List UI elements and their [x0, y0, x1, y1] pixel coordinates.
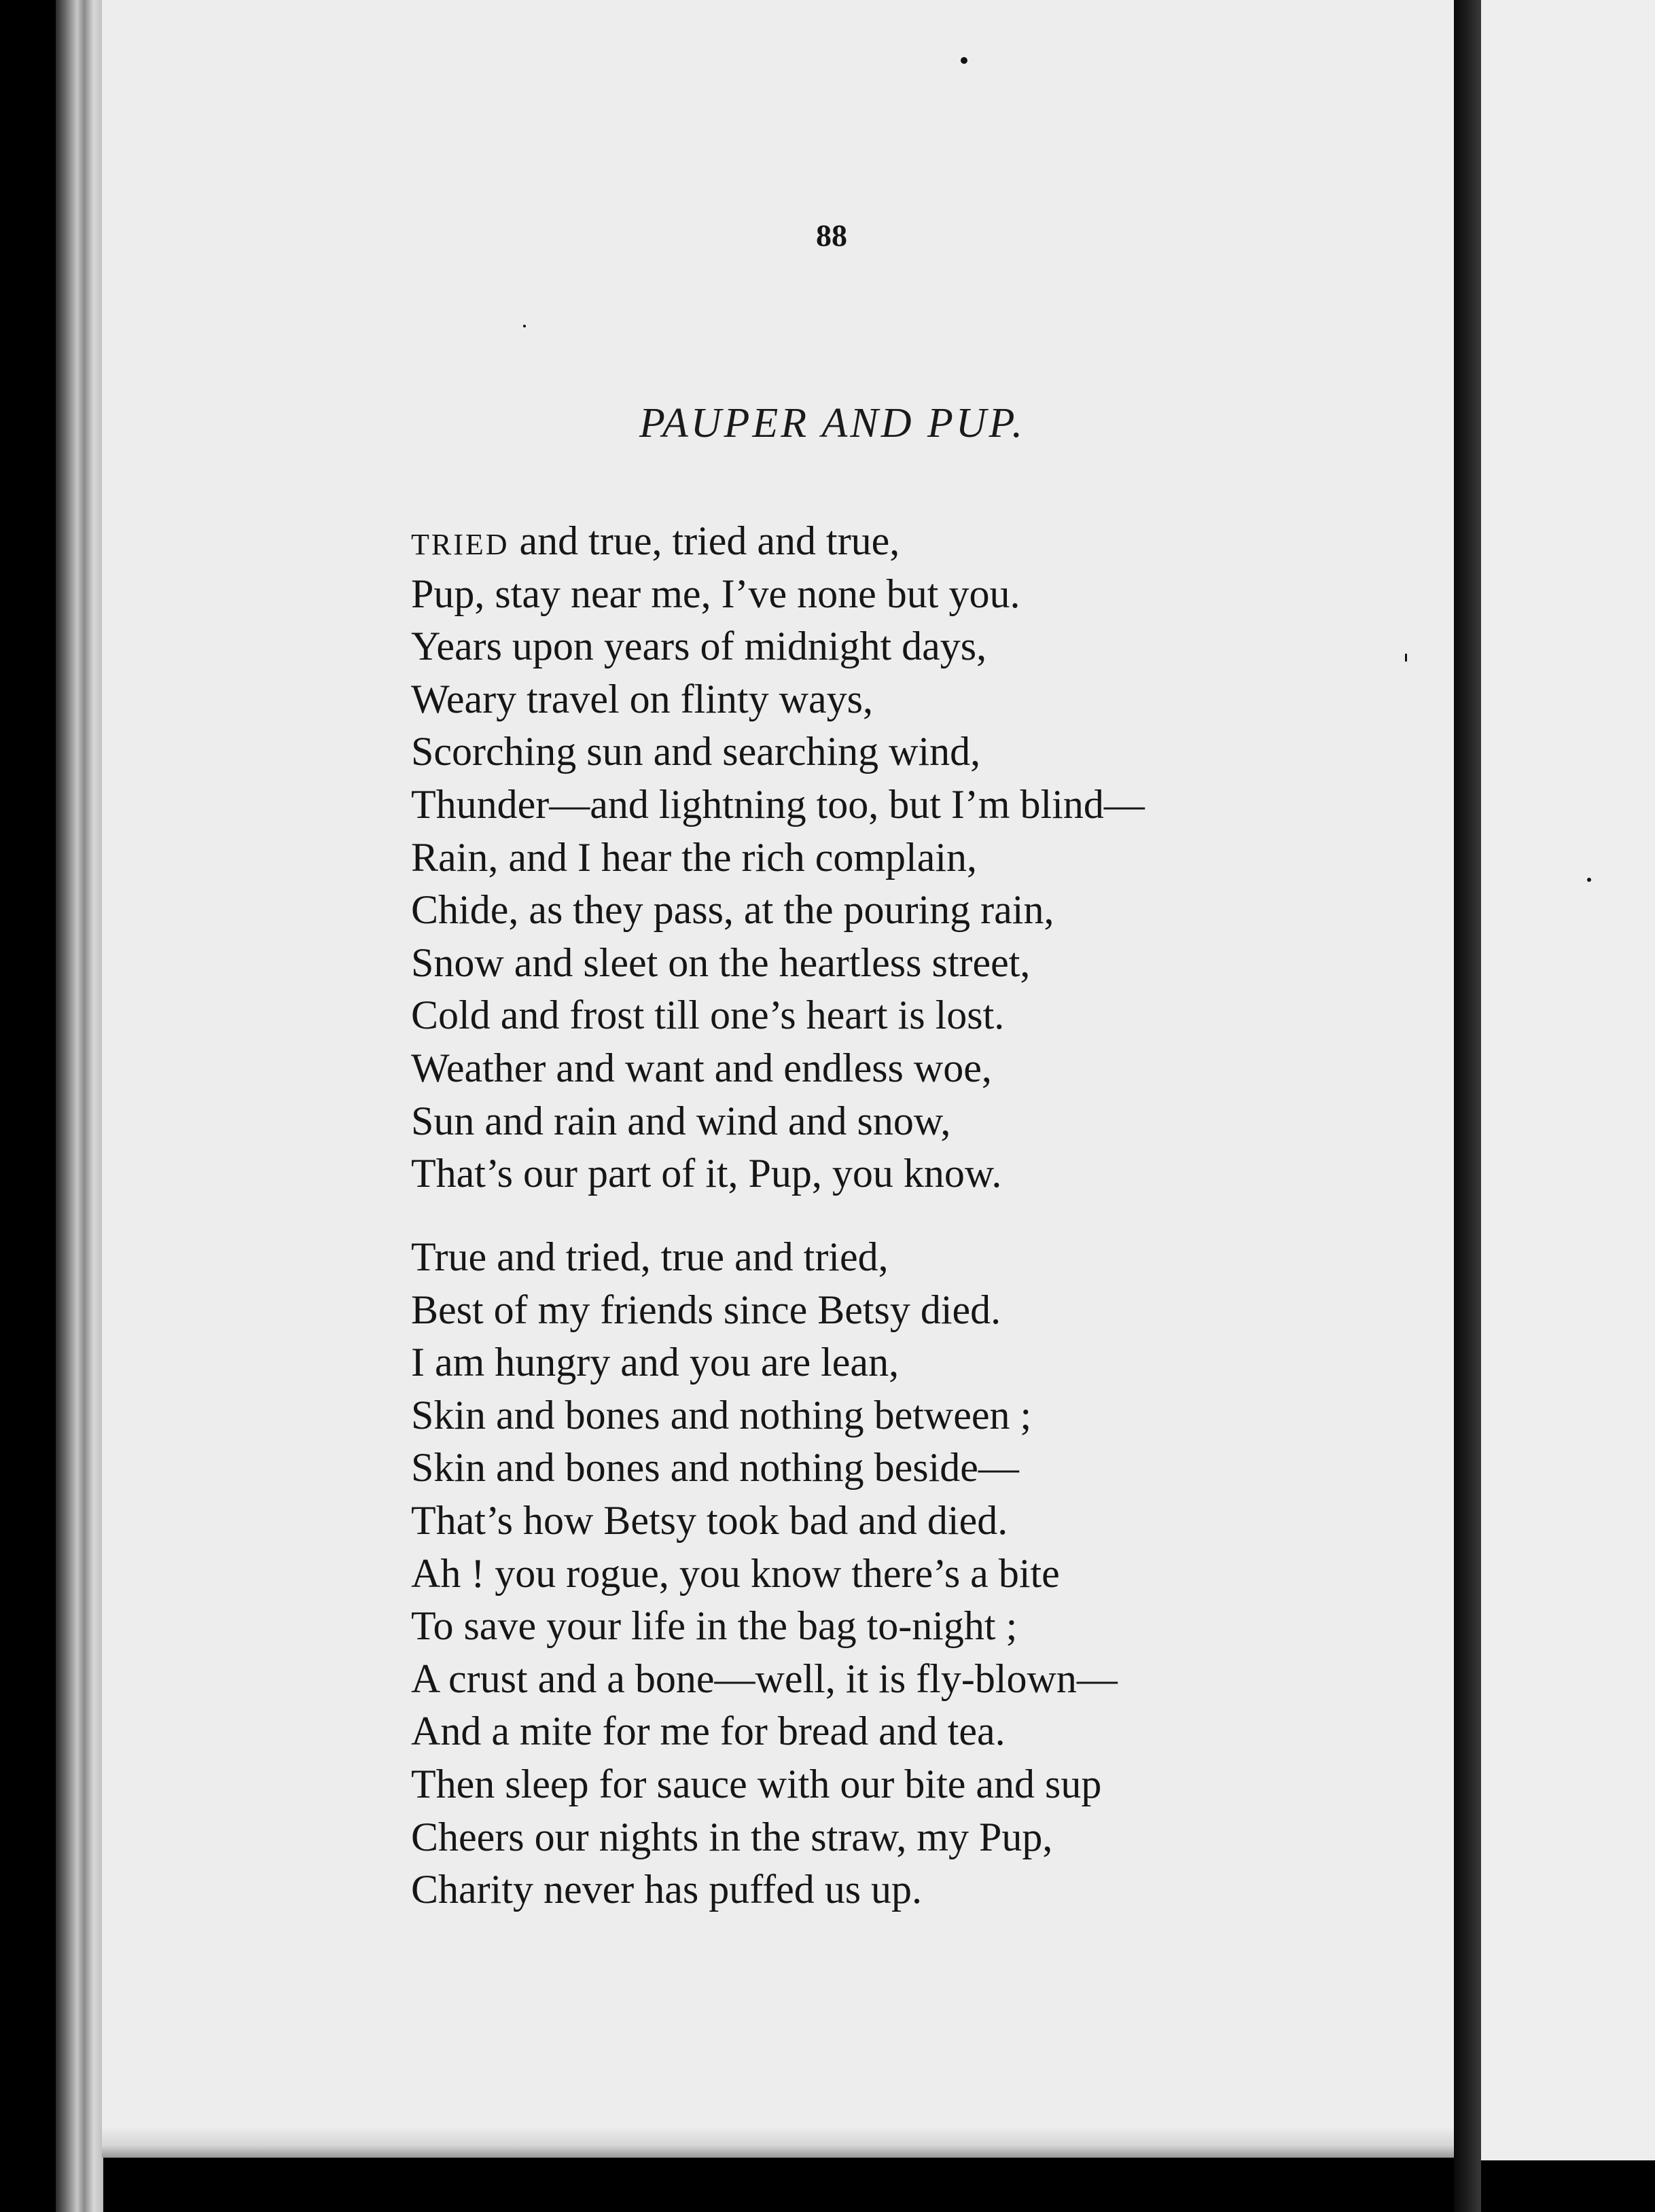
dust-speck	[523, 325, 526, 327]
poem-line: Sun and rain and wind and snow,	[411, 1098, 951, 1143]
dust-speck	[1405, 654, 1407, 662]
dust-speck	[961, 57, 967, 64]
poem-line: True and tried, true and tried,	[411, 1234, 889, 1279]
poem-line: Thunder—and lightning too, but I’m blind—	[411, 781, 1145, 827]
poem-line: Cheers our nights in the straw, my Pup,	[411, 1814, 1053, 1859]
poem-line: Cold and frost till one’s heart is lost.	[411, 993, 1005, 1038]
poem-line	[411, 515, 1145, 568]
poem-line: Then sleep for sauce with our bite and sup	[411, 1761, 1102, 1806]
book-fold	[1454, 0, 1481, 2212]
poem-line: I am hungry and you are lean,	[411, 1340, 900, 1385]
poem-line: Snow and sleet on the heartless street,	[411, 940, 1031, 985]
poem-line: Skin and bones and nothing between ;	[411, 1392, 1032, 1438]
poem-line: Best of my friends since Betsy died.	[411, 1287, 1001, 1332]
poem-stanza-1	[411, 515, 1145, 1200]
poem-line: Pup, stay near me, I’ve none but you.	[411, 571, 1020, 616]
page-bottom-edge	[102, 2126, 1454, 2158]
poem-title: PAUPER AND PUP.	[639, 400, 1026, 446]
poem-line: Chide, as they pass, at the pouring rain,	[411, 887, 1054, 933]
poem-line: Weary travel on flinty ways,	[411, 676, 873, 721]
dust-speck	[1587, 878, 1591, 882]
book-gutter	[56, 0, 103, 2212]
poem-line: Charity never has puffed us up.	[411, 1867, 923, 1912]
poem-line: Scorching sun and searching wind,	[411, 729, 981, 774]
poem-line: Weather and want and endless woe,	[411, 1045, 992, 1090]
page-number: 88	[816, 218, 847, 253]
poem-line: Ah ! you rogue, you know there’s a bite	[411, 1550, 1060, 1596]
facing-page-edge	[1481, 0, 1655, 2160]
poem-line: Skin and bones and nothing beside—	[411, 1445, 1019, 1491]
poem-line: And a mite for me for bread and tea.	[411, 1709, 1006, 1754]
poem-line-text: and true, tried and true,	[509, 518, 900, 563]
drop-word: TRIED	[411, 528, 510, 561]
poem-line: That’s how Betsy took bad and died.	[411, 1497, 1008, 1543]
poem-line: Years upon years of midnight days,	[411, 624, 987, 669]
poem-line: A crust and a bone—well, it is fly-blown—	[411, 1656, 1118, 1701]
poem-line: That’s our part of it, Pup, you know.	[411, 1151, 1002, 1196]
poem-stanza-2	[411, 1231, 1118, 1916]
poem-line: Rain, and I hear the rich complain,	[411, 834, 978, 880]
poem-line: To save your life in the bag to-night ;	[411, 1603, 1018, 1649]
